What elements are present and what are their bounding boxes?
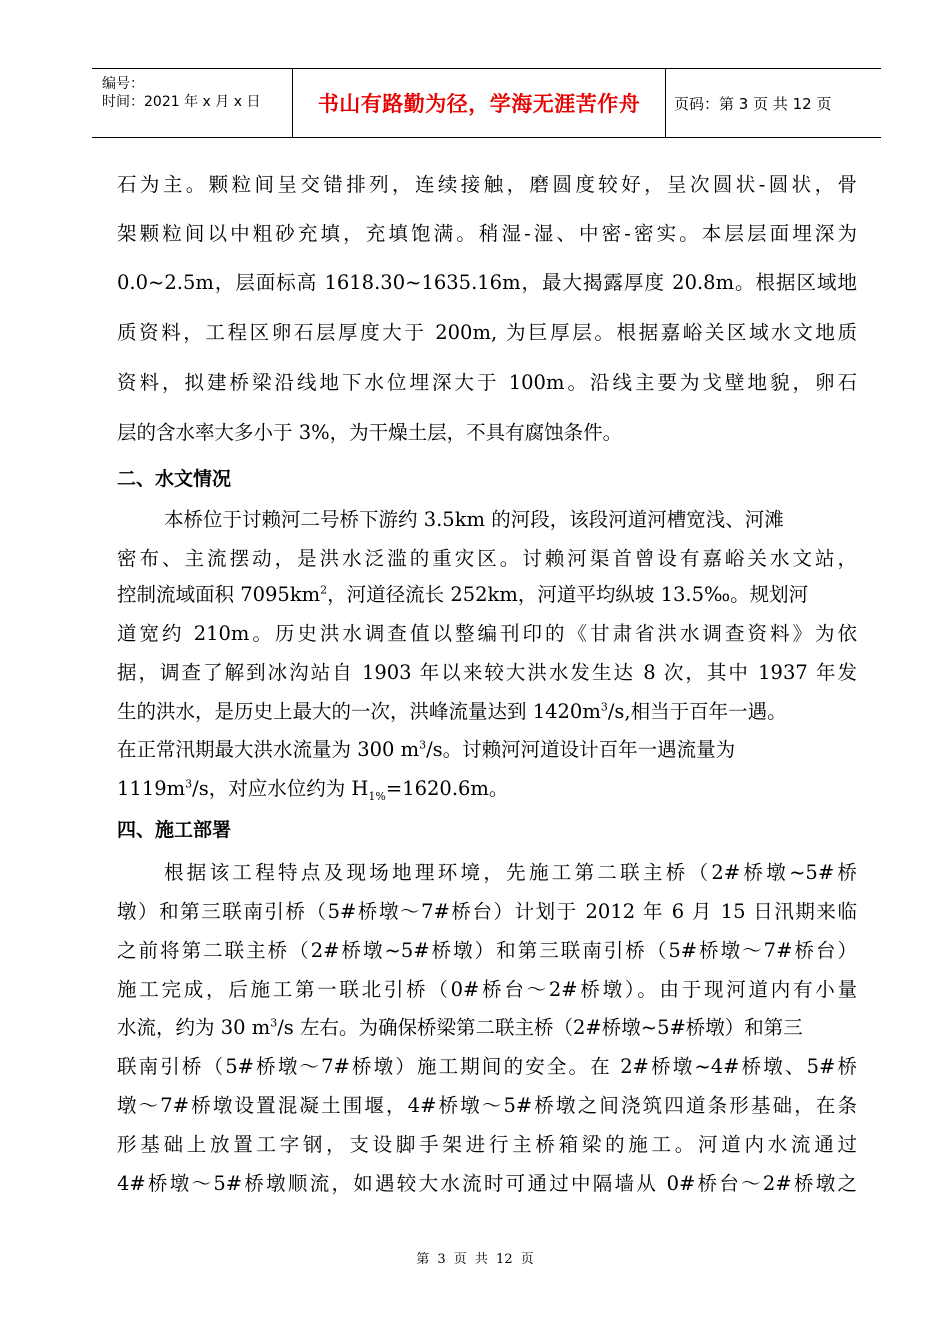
body-line: 联南引桥（5#桥墩～7#桥墩）施工期间的安全。在 2#桥墩~4#桥墩、5#桥 — [117, 1055, 857, 1078]
body-line: $1119m^3/s$，对应水位约为 $H_{1\%}=1620.6m$。 — [117, 777, 509, 803]
document-header — [92, 68, 881, 138]
body-line: 据，调查了解到冰沟站自 1903 年以来较大洪水发生达 8 次，其中 1937 年发 — [117, 661, 857, 684]
body-line: 墩～7#桥墩设置混凝土围堰，4#桥墩～5#桥墩之间浇筑四道条形基础，在条 — [117, 1094, 857, 1117]
body-line: 根据该工程特点及现场地理环境，先施工第二联主桥（2#桥墩~5#桥 — [164, 861, 857, 884]
header-slogan-cell — [293, 69, 666, 137]
body-line: 施工完成，后施工第一联北引桥（0#桥台～2#桥墩）。由于现河道内有小量 — [117, 978, 857, 1001]
body-line: 0.0~2.5m，层面标高 1618.30~1635.16m，最大揭露厚度 20.8m。根据区域地 — [117, 271, 857, 294]
body-line: 水流，约为 30 $m^3/s$ 左右。为确保桥梁第二联主桥（2#桥墩~5#桥墩）和第三 — [117, 1016, 803, 1039]
body-line: 道宽约 210m。历史洪水调查值以整编刊印的《甘肃省洪水调查资料》为依 — [117, 622, 857, 645]
body-line: 石为主。颗粒间呈交错排列，连续接触，磨圆度较好，呈次圆状-圆状，骨 — [117, 173, 857, 196]
slogan-text: 书山有路勤为径，学海无涯苦作舟 — [317, 92, 641, 116]
page-footer: 第 3 页 共 12 页 — [416, 1252, 534, 1267]
body-line: 质资料，工程区卵石层厚度大于 200m, 为巨厚层。根据嘉峪关区域水文地质 — [117, 321, 857, 344]
body-line: 本桥位于讨赖河二号桥下游约 3.5km 的河段，该段河道河槽宽浅、河滩 — [164, 508, 784, 531]
body-line: 在正常汛期最大洪水流量为 300 $m^3/s$。讨赖河河道设计百年一遇流量为 — [117, 738, 736, 761]
time-label: 时间：2021 年 x 月 x 日 — [102, 94, 261, 110]
body-line: 之前将第二联主桥（2#桥墩~5#桥墩）和第三联南引桥（5#桥墩～7#桥台） — [117, 939, 857, 962]
header-meta-cell — [92, 69, 293, 137]
body-line: 生的洪水，是历史上最大的一次，洪峰流量达到 $1420m^3/s$,相当于百年一遇。 — [117, 700, 787, 723]
body-line: 资料，拟建桥梁沿线地下水位埋深大于 100m。沿线主要为戈壁地貌，卵石 — [117, 371, 857, 394]
body-line: 层的含水率大多小于 3%，为干燥土层，不具有腐蚀条件。 — [117, 421, 623, 444]
header-page-cell — [666, 69, 881, 137]
section-heading-2: 二、水文情况 — [117, 468, 232, 490]
number-label: 编号： — [102, 76, 144, 92]
body-line: 形基础上放置工字钢，支设脚手架进行主桥箱梁的施工。河道内水流通过 — [117, 1133, 857, 1156]
body-line: 4#桥墩～5#桥墩顺流，如遇较大水流时可通过中隔墙从 0#桥台～2#桥墩之 — [117, 1172, 857, 1195]
section-heading-4: 四、施工部署 — [117, 819, 232, 841]
body-line: 控制流域面积 $7095km^2$，河道径流长 252km，河道平均纵坡 13.5‰。规划河 — [117, 583, 809, 606]
page-info: 页码：第 3 页 共 12 页 — [674, 94, 832, 113]
body-line: 墩）和第三联南引桥（5#桥墩～7#桥台）计划于 2012 年 6 月 15 日汛期来临 — [117, 900, 857, 923]
body-line: 密布、主流摆动，是洪水泛滥的重灾区。讨赖河渠首曾设有嘉峪关水文站， — [117, 547, 857, 570]
body-line: 架颗粒间以中粗砂充填，充填饱满。稍湿-湿、中密-密实。本层层面埋深为 — [117, 222, 857, 245]
